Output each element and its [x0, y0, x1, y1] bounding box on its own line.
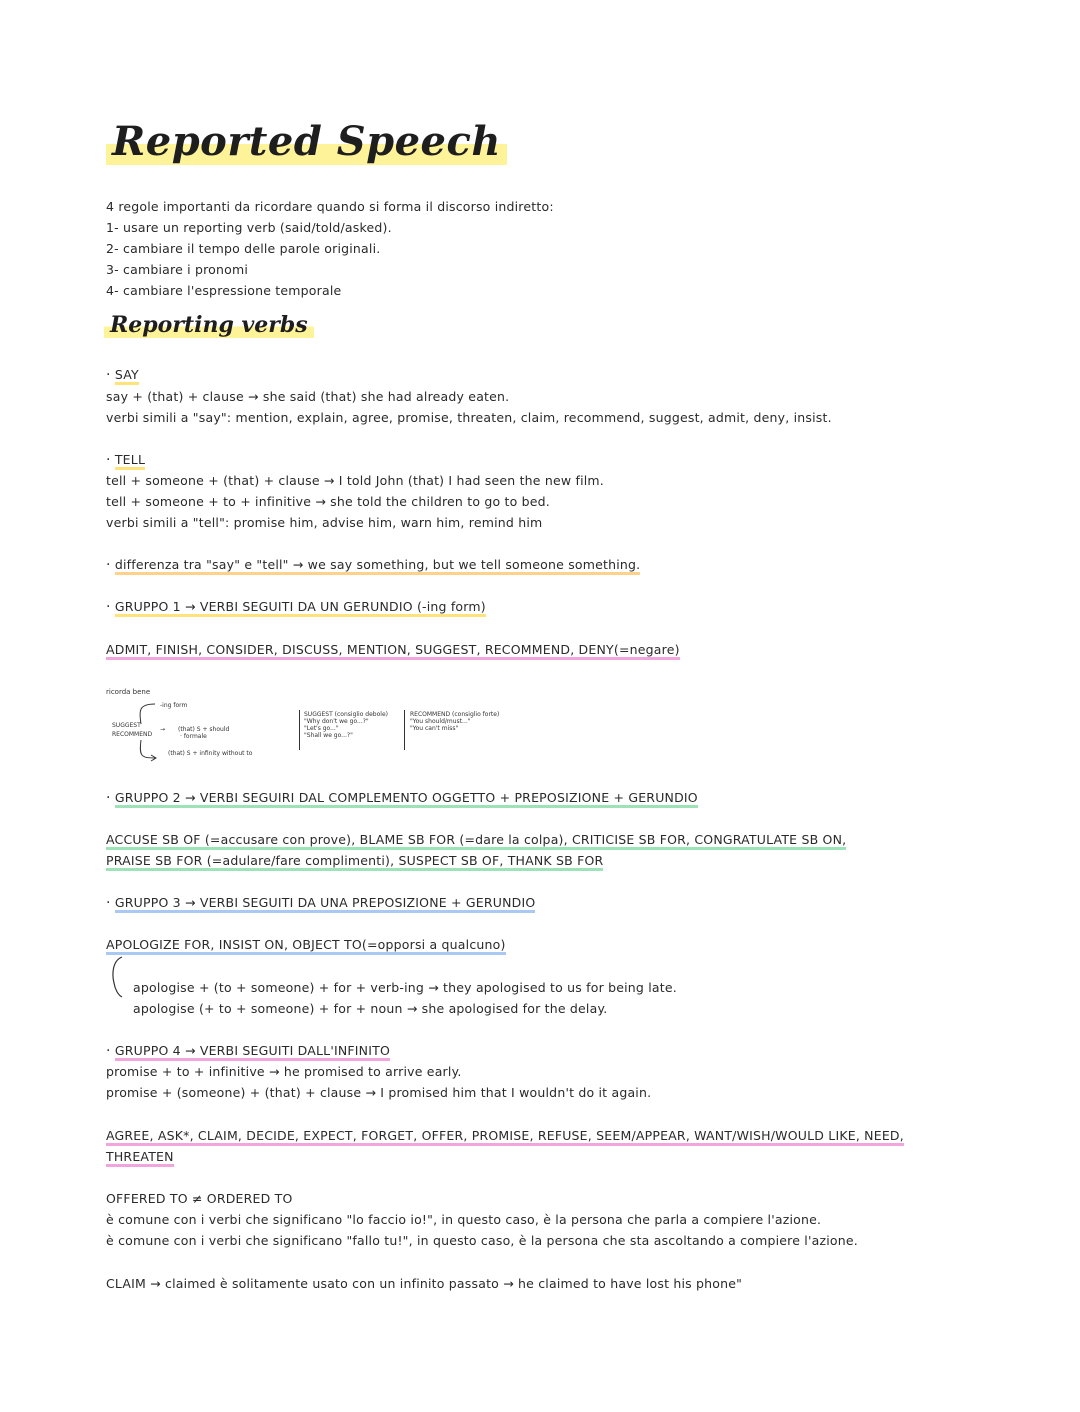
diagram-arrow: → [160, 726, 166, 733]
say-similar: verbi simili a "say": mention, explain, agree, promise, threaten, claim, recommend, suggest, admit, deny, insist. [106, 410, 832, 425]
group1-heading: · GRUPPO 1 → VERBI SEGUITI DA UN GERUNDIO (-ing form) [106, 599, 486, 615]
tell-rule-2: tell + someone + to + infinitive → she told the children to go to bed. [106, 494, 550, 509]
say-heading: · SAY [106, 367, 139, 383]
offered-line-1: è comune con i verbi che significano "lo faccio io!", in questo caso, è la persona che parla a compiere l'azione. [106, 1212, 822, 1227]
group2-heading: · GRUPPO 2 → VERBI SEGUIRI DAL COMPLEMENTO OGGETTO + PREPOSIZIONE + GERUNDIO [106, 790, 698, 806]
intro-line: 3- cambiare i pronomi [106, 262, 249, 277]
box2-title: RECOMMEND (consiglio forte) [410, 711, 500, 718]
intro-line: 4 regole importanti da ricordare quando si forma il discorso indiretto: [106, 199, 554, 214]
tell-similar: verbi simili a "tell": promise him, advise him, warn him, remind him [106, 515, 543, 530]
intro-line: 1- usare un reporting verb (said/told/asked). [106, 220, 392, 235]
divider [404, 710, 405, 750]
group1-verbs: ADMIT, FINISH, CONSIDER, DISCUSS, MENTION, SUGGEST, RECOMMEND, DENY(=negare) [106, 642, 680, 657]
group4-rule-2: promise + (someone) + (that) + clause → I promised him that I wouldn't do it again. [106, 1085, 652, 1100]
group3-example-2: apologise (+ to + someone) + for + noun → she apologised for the delay. [133, 1001, 608, 1016]
group4-heading: · GRUPPO 4 → VERBI SEGUITI DALL'INFINITO [106, 1043, 390, 1059]
say-tell-difference: · differenza tra "say" e "tell" → we say something, but we tell someone something. [106, 557, 641, 573]
group3-heading: · GRUPPO 3 → VERBI SEGUITI DA UNA PREPOSIZIONE + GERUNDIO [106, 895, 536, 911]
group4-rule-1: promise + to + infinitive → he promised to arrive early. [106, 1064, 462, 1079]
section-title: Reporting verbs [104, 312, 314, 338]
box1-title: SUGGEST (consiglio debole) [304, 711, 388, 718]
page-title: Reported Speech [106, 118, 507, 165]
intro-line: 4- cambiare l'espressione temporale [106, 283, 342, 298]
group2-verbs-2: PRAISE SB FOR (=adulare/fare complimenti), SUSPECT SB OF, THANK SB FOR [106, 853, 603, 868]
diagram-should: (that) S + should [178, 726, 230, 733]
tell-rule-1: tell + someone + (that) + clause → I told John (that) I had seen the new film. [106, 473, 604, 488]
box1-line: "Why don't we go...?" [304, 718, 369, 725]
tell-heading: · TELL [106, 452, 146, 468]
box1-line: "Let's go..." [304, 725, 339, 732]
group3-example-1: apologise + (to + someone) + for + verb-ing → they apologised to us for being late. [133, 980, 677, 995]
box2-line: "You should/must..." [410, 718, 471, 725]
divider [299, 710, 300, 750]
diagram-infinity: (that) S + infinity without to [168, 750, 253, 757]
diagram-ing: -ing form [160, 702, 188, 709]
box1-line: "Shall we go...?" [304, 732, 353, 739]
diagram-formal: · formale [180, 733, 207, 740]
claim-line: CLAIM → claimed è solitamente usato con un infinito passato → he claimed to have lost his phone" [106, 1276, 743, 1291]
offered-line-2: è comune con i verbi che significano "fallo tu!", in questo caso, è la persona che sta ascoltando a compiere l'azione. [106, 1233, 858, 1248]
say-rule: say + (that) + clause → she said (that) she had already eaten. [106, 389, 510, 404]
diagram-label: ricorda bene [106, 688, 151, 696]
diagram-suggest: SUGGEST [112, 722, 141, 729]
group3-verbs: APOLOGIZE FOR, INSIST ON, OBJECT TO(=opporsi a qualcuno) [106, 937, 506, 952]
intro-line: 2- cambiare il tempo delle parole originali. [106, 241, 381, 256]
diagram-recommend: RECOMMEND [112, 731, 153, 738]
offered-heading: OFFERED TO ≠ ORDERED TO [106, 1191, 293, 1206]
group4-verbs-2: THREATEN [106, 1149, 174, 1164]
group4-verbs-1: AGREE, ASK*, CLAIM, DECIDE, EXPECT, FORGET, OFFER, PROMISE, REFUSE, SEEM/APPEAR, WANT/WISH/WOULD LIKE, NEED, [106, 1128, 904, 1143]
box2-line: "You can't miss" [410, 725, 459, 732]
brace-icon [108, 955, 126, 999]
group2-verbs-1: ACCUSE SB OF (=accusare con prove), BLAME SB FOR (=dare la colpa), CRITICISE SB FOR, CONGRATULATE SB ON, [106, 832, 846, 847]
